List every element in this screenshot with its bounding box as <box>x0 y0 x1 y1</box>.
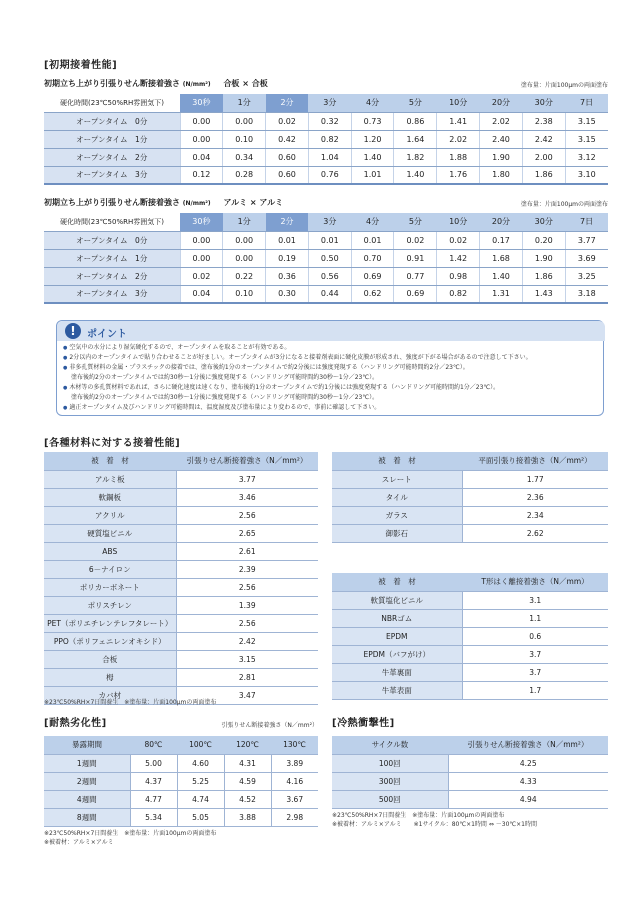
point-line: ● 木材等の多孔質材料であれば、さらに硬化速度は速くなり、塗布後約1分のオープンタイムで約1分後には強度発現する（ハンドリング可能時間約1分／23℃）。 <box>63 383 599 393</box>
table-cell: 3.12 <box>565 148 608 166</box>
table-cell: 2.65 <box>176 524 318 542</box>
row-label: 牛革裏面 <box>332 663 462 681</box>
table-cell: 1.90 <box>522 249 565 267</box>
table-cell: 2.56 <box>176 614 318 632</box>
row-label: 軟質塩化ビニル <box>332 591 462 609</box>
table-cell: 0.82 <box>308 130 351 148</box>
table-row <box>332 663 608 681</box>
row-label: スレート <box>332 470 462 488</box>
initial-table-aluminum <box>44 213 608 304</box>
table1-title: 初期立ち上がり引張りせん断接着強さ <box>44 79 180 88</box>
column-header: 80℃ <box>130 736 177 754</box>
table-cell: 2.02 <box>480 112 523 130</box>
table-row <box>332 645 608 663</box>
column-header-label: 硬化時間(23℃50%RH雰囲気下) <box>44 94 180 112</box>
table-cell: 1.41 <box>437 112 480 130</box>
table-cell: 2.81 <box>176 668 318 686</box>
table-cell: 0.76 <box>308 166 351 184</box>
table-header-row <box>44 94 608 112</box>
table-cell: 5.00 <box>130 754 177 772</box>
table-row <box>44 285 608 303</box>
table-cell: 3.25 <box>565 267 608 285</box>
table2-caption <box>44 197 283 208</box>
table-row <box>332 488 608 506</box>
table-cell: 3.7 <box>462 663 608 681</box>
table-cell: 0.70 <box>351 249 394 267</box>
table-cell: 0.00 <box>180 130 223 148</box>
table-row <box>44 772 318 790</box>
point-line: ● 非多孔質材料の金属・プラスチックの接着では、塗布後約1分のオープンタイムで約2分後には強度発現する（ハンドリング可能時間約2分／23℃）。 <box>63 363 599 373</box>
table-cell: 5.05 <box>177 808 224 826</box>
table-cell: 1.20 <box>351 130 394 148</box>
table-row <box>332 790 608 808</box>
table-row <box>44 650 318 668</box>
row-label: 2週間 <box>44 772 130 790</box>
table-cell: 0.17 <box>480 231 523 249</box>
table-cell: 1.90 <box>480 148 523 166</box>
table-cell: 0.73 <box>351 112 394 130</box>
table-cell: 0.22 <box>223 267 266 285</box>
table-cell: 0.12 <box>180 166 223 184</box>
table-cell: 0.01 <box>308 231 351 249</box>
table-cell: 2.42 <box>522 130 565 148</box>
table1-combo: 合板 × 合板 <box>223 79 268 88</box>
table1-caption <box>44 78 268 89</box>
row-label: PET（ポリエチレンテレフタレート） <box>44 614 176 632</box>
table-row <box>44 148 608 166</box>
table2-title: 初期立ち上がり引張りせん断接着強さ <box>44 198 180 207</box>
table-cell: 3.67 <box>271 790 318 808</box>
row-label: 栂 <box>44 668 176 686</box>
table-row <box>44 166 608 184</box>
table-cell: 5.25 <box>177 772 224 790</box>
table-row <box>44 632 318 650</box>
table-cell: 4.33 <box>448 772 608 790</box>
table-cell: 1.68 <box>480 249 523 267</box>
row-label: EPDM <box>332 627 462 645</box>
table-row <box>332 609 608 627</box>
table-cell: 4.74 <box>177 790 224 808</box>
column-header: 120℃ <box>224 736 271 754</box>
table-cell: 1.86 <box>522 166 565 184</box>
table-cell: 2.39 <box>176 560 318 578</box>
table-header-row <box>332 452 608 470</box>
table-row <box>44 130 608 148</box>
row-label: 6－ナイロン <box>44 560 176 578</box>
table-cell: 2.98 <box>271 808 318 826</box>
table-cell: 4.31 <box>224 754 271 772</box>
point-label: ポイント <box>87 329 127 340</box>
table-cell: 2.02 <box>437 130 480 148</box>
column-header: 30秒 <box>180 94 223 112</box>
table2-combo: アルミ × アルミ <box>223 198 284 207</box>
table-cell: 1.1 <box>462 609 608 627</box>
table-row <box>332 627 608 645</box>
table-cell: 4.77 <box>130 790 177 808</box>
column-header: 10分 <box>437 213 480 231</box>
table-cell: 0.20 <box>522 231 565 249</box>
table-header-row <box>332 573 608 591</box>
cold-note-1: ※23℃50%RH×7日間養生 ※塗布量：片面100μmの両面塗布 <box>332 812 505 819</box>
table-cell: 0.00 <box>180 231 223 249</box>
table-cell: 1.86 <box>522 267 565 285</box>
table-cell: 1.04 <box>308 148 351 166</box>
table-cell: 0.60 <box>266 166 309 184</box>
row-label: EPDM（バフがけ） <box>332 645 462 663</box>
table-cell: 0.98 <box>437 267 480 285</box>
table-row <box>332 506 608 524</box>
table-cell: 2.00 <box>522 148 565 166</box>
table-cell: 2.38 <box>522 112 565 130</box>
column-header: 5分 <box>394 213 437 231</box>
point-header <box>57 321 605 341</box>
table-cell: 3.15 <box>176 650 318 668</box>
row-label: オープンタイム 2分 <box>44 267 180 285</box>
table-cell: 0.01 <box>351 231 394 249</box>
table-cell: 0.69 <box>394 285 437 303</box>
table-row <box>332 772 608 790</box>
row-label: 軟鋼板 <box>44 488 176 506</box>
row-label: ポリスチレン <box>44 596 176 614</box>
materials-table-shear <box>44 452 318 705</box>
table-row <box>44 524 318 542</box>
table-cell: 3.89 <box>271 754 318 772</box>
row-label: 4週間 <box>44 790 130 808</box>
column-header: 130℃ <box>271 736 318 754</box>
heat-table <box>44 736 318 827</box>
column-header: 4分 <box>351 213 394 231</box>
table-row <box>44 470 318 488</box>
table-cell: 1.31 <box>480 285 523 303</box>
table-row <box>44 790 318 808</box>
table-row <box>44 267 608 285</box>
table-cell: 1.40 <box>480 267 523 285</box>
table1-coat-note: 塗布量：片面100μmの両面塗布 <box>520 82 608 89</box>
column-header: 被 着 材 <box>332 573 462 591</box>
column-header: 30秒 <box>180 213 223 231</box>
table-row <box>332 470 608 488</box>
table-cell: 1.01 <box>351 166 394 184</box>
row-label: タイル <box>332 488 462 506</box>
materials-table-t-peel <box>332 573 608 700</box>
row-label: オープンタイム 2分 <box>44 148 180 166</box>
row-label: 300回 <box>332 772 448 790</box>
table-cell: 0.44 <box>308 285 351 303</box>
table-cell: 2.61 <box>176 542 318 560</box>
table-cell: 0.62 <box>351 285 394 303</box>
table-row <box>332 591 608 609</box>
table-cell: 0.77 <box>394 267 437 285</box>
exclamation-icon: ! <box>65 323 81 339</box>
row-label: 1週間 <box>44 754 130 772</box>
table-header-row <box>44 736 318 754</box>
row-label: PPO（ポリフェニレンオキシド） <box>44 632 176 650</box>
table-cell: 1.76 <box>437 166 480 184</box>
table-cell: 0.69 <box>351 267 394 285</box>
row-label: ガラス <box>332 506 462 524</box>
heat-unit: 引張りせん断接着強さ（N／mm²） <box>221 722 318 729</box>
table-header-row <box>332 736 608 754</box>
table-header-row <box>44 452 318 470</box>
table-cell: 0.91 <box>394 249 437 267</box>
table-cell: 5.34 <box>130 808 177 826</box>
column-header: 2分 <box>266 94 309 112</box>
table-cell: 0.04 <box>180 148 223 166</box>
row-label: NBRゴム <box>332 609 462 627</box>
table-row <box>44 560 318 578</box>
table-cell: 0.36 <box>266 267 309 285</box>
heat-note-1: ※23℃50%RH×7日間養生 ※塗布量：片面100μmの両面塗布 <box>44 830 217 837</box>
table-row <box>44 542 318 560</box>
table-cell: 0.10 <box>223 130 266 148</box>
table-cell: 4.16 <box>271 772 318 790</box>
column-header: 20分 <box>480 94 523 112</box>
row-label: アクリル <box>44 506 176 524</box>
table-cell: 0.04 <box>180 285 223 303</box>
table-cell: 0.30 <box>266 285 309 303</box>
table-cell: 0.10 <box>223 285 266 303</box>
point-line: ● 2分以内のオープンタイムで貼り合わせることが好ましい。オープンタイムが3分になると接着剤表面に硬化皮膜が形成され、強度が下がる場合があるので注意して下さい。 <box>63 353 599 363</box>
table-cell: 0.01 <box>266 231 309 249</box>
table-cell: 3.10 <box>565 166 608 184</box>
table-cell: 0.60 <box>266 148 309 166</box>
materials-note: ※23℃50%RH×7日間養生 ※塗布量：片面100μmの両面塗布 <box>44 699 217 706</box>
table-row <box>44 808 318 826</box>
row-label: 硬質塩ビニル <box>44 524 176 542</box>
row-label: ABS <box>44 542 176 560</box>
table-row <box>44 614 318 632</box>
table-row <box>44 596 318 614</box>
table-cell: 0.56 <box>308 267 351 285</box>
column-header: 1分 <box>223 213 266 231</box>
materials-table-flat-tensile <box>332 452 608 543</box>
row-label: カバ材 <box>44 686 176 704</box>
column-header: 10分 <box>437 94 480 112</box>
table-cell: 0.02 <box>266 112 309 130</box>
column-header: 100℃ <box>177 736 224 754</box>
row-label: オープンタイム 0分 <box>44 231 180 249</box>
table-cell: 0.19 <box>266 249 309 267</box>
table-cell: 3.77 <box>176 470 318 488</box>
cold-table <box>332 736 608 809</box>
column-header: 30分 <box>522 213 565 231</box>
table-row <box>44 578 318 596</box>
section-title-cold: [冷熱衝撃性] <box>332 718 395 729</box>
column-header: 5分 <box>394 94 437 112</box>
table-row <box>44 668 318 686</box>
table-cell: 2.42 <box>176 632 318 650</box>
table-cell: 2.34 <box>462 506 608 524</box>
column-header: T形はく離接着強さ（N／mm） <box>462 573 608 591</box>
row-label: アルミ板 <box>44 470 176 488</box>
table-cell: 0.02 <box>180 267 223 285</box>
row-label: ポリカーボネート <box>44 578 176 596</box>
table-row <box>44 488 318 506</box>
heat-note-2: ※被着材：アルミ×アルミ <box>44 839 114 846</box>
table-cell: 3.18 <box>565 285 608 303</box>
table-cell: 0.34 <box>223 148 266 166</box>
point-line: ● 空気中の水分により湿気硬化するので、オープンタイムを取ることが有効である。 <box>63 343 599 353</box>
table-cell: 2.62 <box>462 524 608 542</box>
point-lines <box>63 343 599 413</box>
table-row <box>332 524 608 542</box>
row-label: オープンタイム 1分 <box>44 249 180 267</box>
table-row <box>44 754 318 772</box>
row-label: 牛革表面 <box>332 681 462 699</box>
table-cell: 1.39 <box>176 596 318 614</box>
cold-note-2: ※被着材：アルミ×アルミ ※1サイクル：80℃×1時間 ⇔ －30℃×1時間 <box>332 821 537 828</box>
table-cell: 3.1 <box>462 591 608 609</box>
point-box <box>56 320 604 416</box>
column-header: 20分 <box>480 213 523 231</box>
table-cell: 0.00 <box>180 112 223 130</box>
table-cell: 0.50 <box>308 249 351 267</box>
column-header: 4分 <box>351 94 394 112</box>
column-header: 1分 <box>223 94 266 112</box>
row-label: オープンタイム 0分 <box>44 112 180 130</box>
point-line: 塗布後約2分のオープンタイムでは約30秒～1分後に強度発現する（ハンドリング可能時間約30秒～1分／23℃）。 <box>71 394 379 401</box>
table-cell: 0.00 <box>223 231 266 249</box>
column-header: 3分 <box>308 213 351 231</box>
table-cell: 1.7 <box>462 681 608 699</box>
table-cell: 4.37 <box>130 772 177 790</box>
column-header: サイクル数 <box>332 736 448 754</box>
section-title-heat: [耐熱劣化性] <box>44 718 107 729</box>
column-header: 30分 <box>522 94 565 112</box>
column-header: 被 着 材 <box>332 452 462 470</box>
table-cell: 1.43 <box>522 285 565 303</box>
table-cell: 0.00 <box>180 249 223 267</box>
table-cell: 1.40 <box>351 148 394 166</box>
table-cell: 3.88 <box>224 808 271 826</box>
table-cell: 3.69 <box>565 249 608 267</box>
table-cell: 2.36 <box>462 488 608 506</box>
row-label: オープンタイム 3分 <box>44 166 180 184</box>
table-cell: 4.60 <box>177 754 224 772</box>
point-line: ● 適正オープンタイム及びハンドリング可能時間は、温度湿度及び塗布量により変わるので、事前に確認して下さい。 <box>63 403 599 413</box>
column-header: 暴露期間 <box>44 736 130 754</box>
column-header-label: 硬化時間(23℃50%RH雰囲気下) <box>44 213 180 231</box>
table2-coat-note: 塗布量：片面100μmの両面塗布 <box>520 201 608 208</box>
table-cell: 0.00 <box>223 249 266 267</box>
column-header: 引張りせん断接着強さ（N／mm²） <box>176 452 318 470</box>
table-row <box>332 754 608 772</box>
table-cell: 3.77 <box>565 231 608 249</box>
table-cell: 4.52 <box>224 790 271 808</box>
table-cell: 3.7 <box>462 645 608 663</box>
table-cell: 4.94 <box>448 790 608 808</box>
table-cell: 0.42 <box>266 130 309 148</box>
row-label: オープンタイム 1分 <box>44 130 180 148</box>
table-cell: 1.64 <box>394 130 437 148</box>
table-cell: 1.80 <box>480 166 523 184</box>
table-cell: 0.32 <box>308 112 351 130</box>
table-cell: 3.47 <box>176 686 318 704</box>
table-cell: 4.59 <box>224 772 271 790</box>
table-cell: 2.56 <box>176 578 318 596</box>
table-cell: 0.02 <box>437 231 480 249</box>
table-cell: 0.82 <box>437 285 480 303</box>
section-title-materials: [各種材料に対する接着性能] <box>44 438 181 449</box>
column-header: 7日 <box>565 213 608 231</box>
table-cell: 0.86 <box>394 112 437 130</box>
table-row <box>44 249 608 267</box>
table-cell: 3.15 <box>565 112 608 130</box>
table-cell: 1.77 <box>462 470 608 488</box>
section-title-initial: [初期接着性能] <box>44 60 118 71</box>
column-header: 被 着 材 <box>44 452 176 470</box>
table-row <box>44 231 608 249</box>
row-label: オープンタイム 3分 <box>44 285 180 303</box>
table-cell: 4.25 <box>448 754 608 772</box>
table2-unit: (N/mm²) <box>182 200 211 207</box>
table-cell: 3.46 <box>176 488 318 506</box>
initial-table-plywood <box>44 94 608 185</box>
column-header: 3分 <box>308 94 351 112</box>
table-cell: 2.56 <box>176 506 318 524</box>
column-header: 7日 <box>565 94 608 112</box>
table-cell: 0.00 <box>223 112 266 130</box>
column-header: 平面引張り接着強さ（N／mm²） <box>462 452 608 470</box>
table1-unit: (N/mm²) <box>182 81 211 88</box>
table-cell: 0.28 <box>223 166 266 184</box>
table-cell: 1.40 <box>394 166 437 184</box>
table-row <box>44 112 608 130</box>
table-cell: 3.15 <box>565 130 608 148</box>
row-label: 8週間 <box>44 808 130 826</box>
table-cell: 0.02 <box>394 231 437 249</box>
table-header-row <box>44 213 608 231</box>
table-cell: 0.6 <box>462 627 608 645</box>
row-label: 合板 <box>44 650 176 668</box>
column-header: 2分 <box>266 213 309 231</box>
row-label: 500回 <box>332 790 448 808</box>
table-cell: 1.42 <box>437 249 480 267</box>
table-row <box>332 681 608 699</box>
table-cell: 1.82 <box>394 148 437 166</box>
table-row <box>44 506 318 524</box>
row-label: 100回 <box>332 754 448 772</box>
column-header: 引張りせん断接着強さ（N／mm²） <box>448 736 608 754</box>
table-cell: 2.40 <box>480 130 523 148</box>
row-label: 御影石 <box>332 524 462 542</box>
point-line: 塗布後約2分のオープンタイムでは約30秒～1分後に強度発現する（ハンドリング可能時間約30秒～1分／23℃）。 <box>71 374 379 381</box>
table-cell: 1.88 <box>437 148 480 166</box>
